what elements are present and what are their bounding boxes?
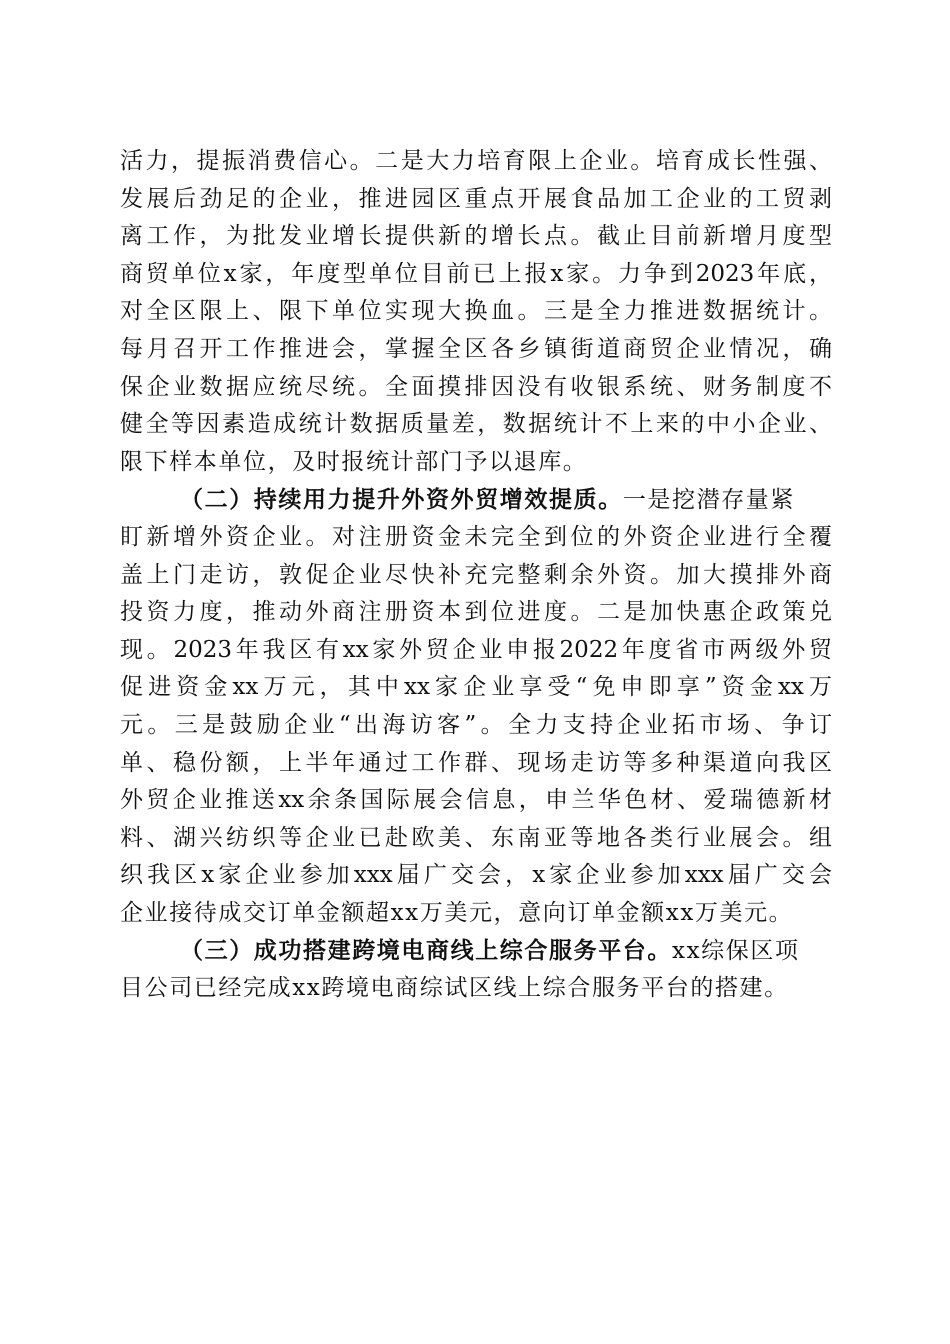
text-line: 健全等因素造成统计数据质量差，数据统计不上来的中小企业、 — [120, 411, 832, 438]
document-body — [120, 143, 832, 1008]
text-line: 目公司已经完成xx跨境电商综试区线上综合服务平台的搭建。 — [120, 975, 789, 1002]
text-line: 外贸企业推送xx余条国际展会信息，申兰华色材、爱瑞德新材 — [120, 787, 832, 814]
text-line: 促进资金xx万元，其中xx家企业享受“免申即享”资金xx万 — [120, 674, 832, 701]
text-line: 限下样本单位，及时报统计部门予以退库。 — [120, 448, 588, 475]
text-line: 每月召开工作推进会，掌握全区各乡镇街道商贸企业情况，确 — [120, 335, 832, 362]
text-line: 投资力度，推动外商注册资本到位进度。二是加快惠企政策兑 — [120, 599, 832, 626]
text-line: 元。三是鼓励企业“出海访客”。全力支持企业拓市场、争订 — [120, 711, 832, 738]
text-line: 现。2023年我区有xx家外贸企业申报2022年度省市两级外贸 — [120, 636, 832, 663]
text-line: 商贸单位x家，年度型单位目前已上报x家。力争到2023年底， — [120, 260, 832, 287]
text-line: 盖上门走访，敦促企业尽快补充完整剩余外资。加大摸排外商 — [120, 561, 832, 588]
text-line: 单、稳份额，上半年通过工作群、现场走访等多种渠道向我区 — [120, 749, 832, 776]
text-line: 对全区限上、限下单位实现大换血。三是全力推进数据统计。 — [120, 298, 832, 325]
text-line: 盯新增外资企业。对注册资金未完全到位的外资企业进行全覆 — [120, 523, 832, 550]
section-2-heading: （二）持续用力提升外资外贸增效提质。 — [180, 486, 623, 514]
text-line: 保企业数据应统尽统。全面摸排因没有收银系统、财务制度不 — [120, 373, 832, 400]
text-line: 活力，提振消费信心。二是大力培育限上企业。培育成长性强、 — [120, 148, 832, 174]
text-line: 企业接待成交订单金额超xx万美元，意向订单金额xx万美元。 — [120, 899, 794, 926]
text-line: 织我区x家企业参加xxx届广交会，x家企业参加xxx届广交会 — [120, 862, 832, 889]
section-2-first-line — [120, 481, 832, 519]
text-line: 料、湖兴纺织等企业已赴欧美、东南亚等地各类行业展会。组 — [120, 824, 832, 851]
text-line: 发展后劲足的企业，推进园区重点开展食品加工企业的工贸剥 — [120, 185, 832, 212]
text-line: 离工作，为批发业增长提供新的增长点。截止目前新增月度型 — [120, 223, 832, 250]
section-3-first-line — [120, 932, 832, 970]
section-2-first-line-text: 一是挖潜存量紧 — [622, 487, 796, 514]
section-3-first-line-text: xx综保区项 — [672, 938, 800, 965]
section-3-heading: （三）成功搭建跨境电商线上综合服务平台。 — [180, 937, 672, 965]
